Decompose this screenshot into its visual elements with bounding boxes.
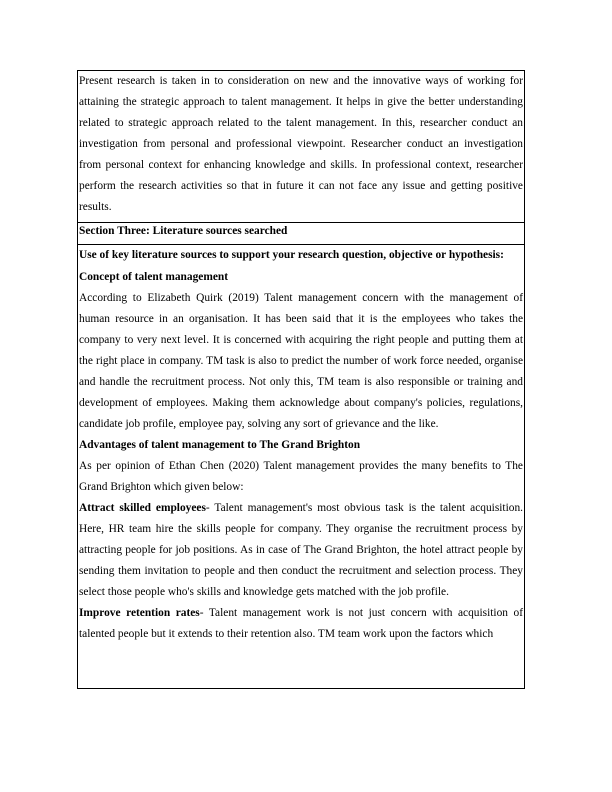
- concept-paragraph: According to Elizabeth Quirk (2019) Talent management concern with the management of human resource in an organisation. It has been said that it is the employees who takes the company to very next level. It is concerned with acquiring the right people and putting them at the right place in company. TM task is also to predict the number of work force needed, organise and handle the recruitment process. Not only this, TM team is also responsible or training and development of employees. Making them acknowledge about company's policies, regulations, candidate job profile, employee pay, solving any sort of grievance and the like.: [79, 292, 523, 430]
- concept-heading: Concept of talent management: [79, 271, 229, 283]
- advantages-intro-paragraph: As per opinion of Ethan Chen (2020) Talent management provides the many benefits to The Grand Brighton which given below:: [79, 460, 523, 493]
- retention-title: Improve retention rates: [79, 607, 200, 619]
- advantages-heading: Advantages of talent management to The Grand Brighton: [79, 439, 361, 451]
- table-row: [78, 245, 525, 689]
- document-table: [77, 70, 525, 689]
- retention-text: - Talent management work is not just concern with acquisition of talented people but it extends to their retention also. TM team work upon the factors which: [79, 607, 523, 640]
- table-row: [78, 71, 525, 223]
- section-three-cell: [78, 223, 525, 245]
- attract-skilled-title: Attract skilled employees: [79, 502, 206, 514]
- intro-cell: [78, 71, 525, 223]
- section-three-title: Section Three: Literature sources searched: [79, 225, 288, 237]
- key-question-heading: Use of key literature sources to support your research question, objective or hypothesis:: [79, 249, 504, 261]
- attract-skilled-text: - Talent management's most obvious task is the talent acquisition. Here, HR team hire the skills people for company. They organise the recruitment process by attracting people for job positions. As in case of The Grand Brighton, the hotel attract people by sending them invitation to people and then conduct the recruitment and selection process. They select those people who's skills and knowledge gets matched with the job profile.: [79, 502, 523, 598]
- intro-paragraph: Present research is taken in to consideration on new and the innovative ways of working for attaining the strategic approach to talent management. It helps in give the better understanding related to strategic approach related to the talent management. In this, researcher conduct an investigation from personal and professional viewpoint. Researcher conduct an investigation from personal context for enhancing knowledge and skills. In professional context, researcher perform the research activities so that in future it can not face any issue and getting positive results.: [79, 75, 523, 213]
- literature-cell: [78, 245, 525, 689]
- attract-skilled-paragraph: [79, 498, 523, 603]
- retention-paragraph: [79, 603, 523, 645]
- table-row: [78, 223, 525, 245]
